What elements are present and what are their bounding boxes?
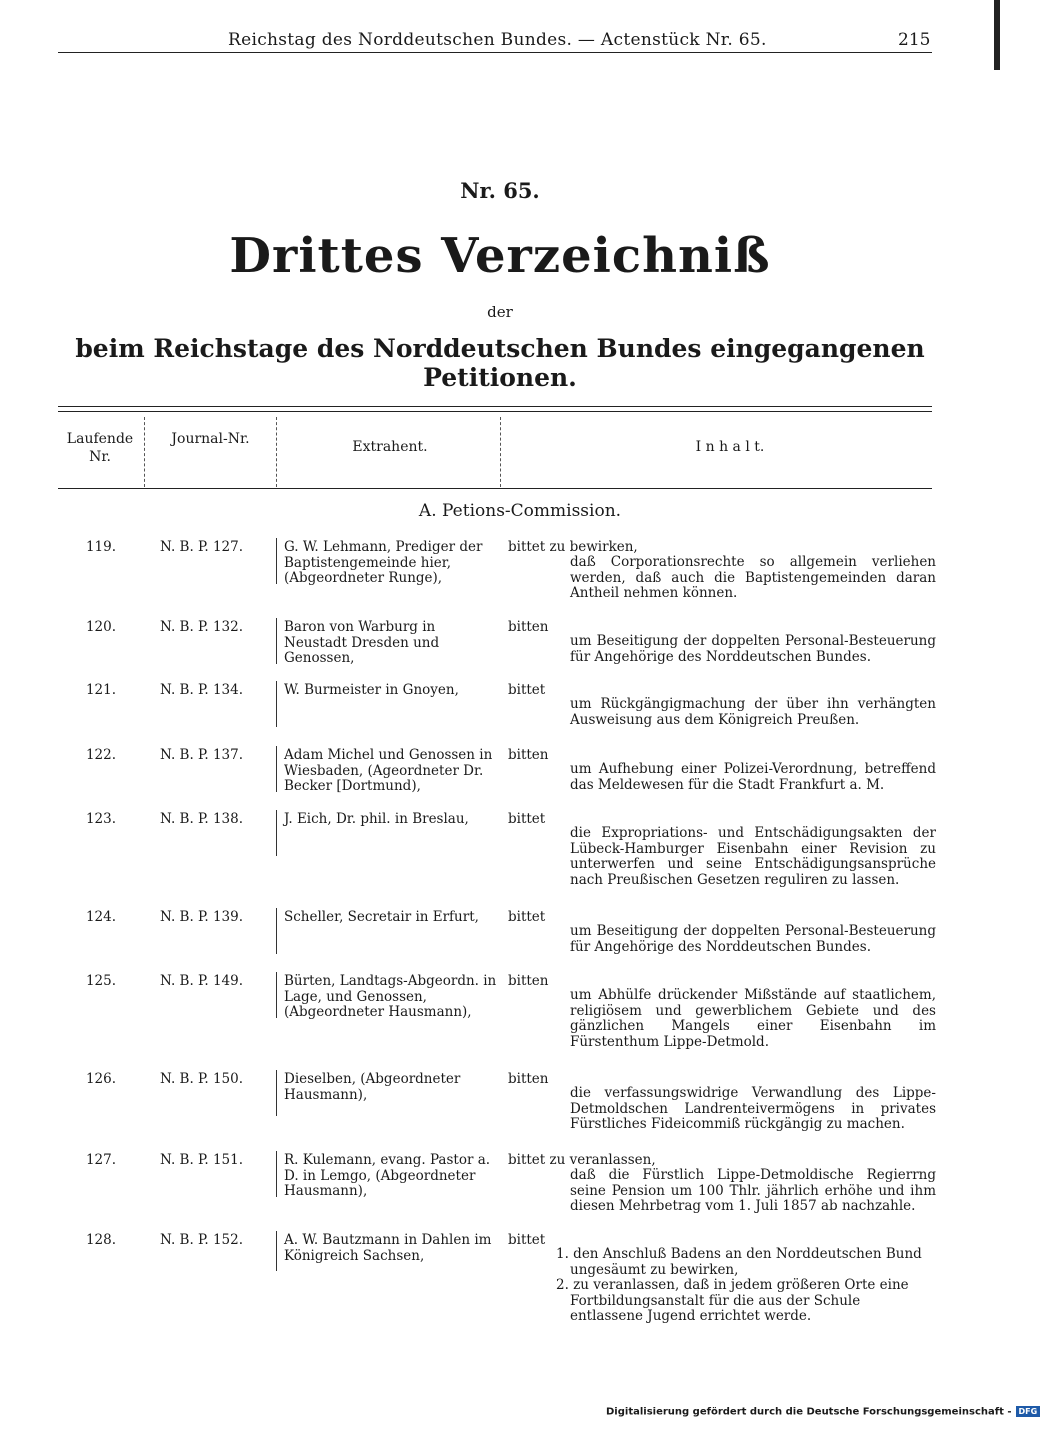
dfg-logo: DFG [1016, 1406, 1040, 1417]
petition-content: um Beseitigung der doppelten Personal-Besteuerung für Angehörige des Norddeutschen Bundes. [570, 633, 936, 665]
section-title: A. Petions-Commission. [418, 501, 622, 521]
petitioner: W. Burmeister in Gnoyen, [284, 682, 459, 698]
petition-content: daß Corporationsrechte so allgemein verliehen werden, daß auch die Baptistengemeinden daran Antheil nehmen können. [570, 554, 936, 601]
row-divider [276, 746, 277, 792]
row-divider [276, 681, 277, 727]
petitioner: Bürten, Landtags-Abgeordn. in Lage, und Genossen, (Abgeordneter Hausmann), [284, 973, 497, 1020]
journal-number: N. B. P. 127. [160, 539, 244, 555]
journal-number: N. B. P. 132. [160, 619, 244, 635]
petition-content: um Abhülfe drückender Mißstände auf staatlichem, religiösem und gewerblichem Gebiete und des gänzlichen Mangels einer Eisenbahn im Fürstenthum Lippe-Detmold. [570, 987, 936, 1050]
journal-number: N. B. P. 138. [160, 811, 244, 827]
request-verb: bittet zu bewirken, [508, 539, 638, 555]
row-divider [276, 1151, 277, 1197]
column-divider [500, 417, 501, 487]
journal-number: N. B. P. 149. [160, 973, 244, 989]
petitioner: Scheller, Secretair in Erfurt, [284, 909, 479, 925]
row-divider [276, 1231, 277, 1271]
petitioner: R. Kulemann, evang. Pastor a. D. in Lemgo, (Abgeordneter Hausmann), [284, 1152, 491, 1199]
column-header-inhalt: I n h a l t. [695, 439, 765, 455]
petitioner: Baron von Warburg in Neustadt Dresden und Genossen, [284, 619, 440, 666]
journal-number: N. B. P. 134. [160, 682, 244, 698]
document-title: Drittes Verzeichniß [229, 228, 771, 284]
journal-number: N. B. P. 150. [160, 1071, 244, 1087]
scan-edge-mark [994, 0, 1000, 70]
header-rule [58, 52, 932, 53]
row-number: 127. [85, 1152, 116, 1168]
journal-number: N. B. P. 151. [160, 1152, 244, 1168]
column-divider [144, 417, 145, 487]
journal-number: N. B. P. 139. [160, 909, 244, 925]
petition-content: daß die Fürstlich Lippe-Detmoldische Regierrng seine Pension um 100 Thlr. jährlich erhöhe und ihm diesen Mehrbetrag vom 1. Juli 1857 ab nachzahle. [570, 1167, 936, 1214]
row-divider [276, 908, 277, 954]
row-number: 120. [85, 619, 116, 635]
petitioner: G. W. Lehmann, Prediger der Baptistengemeinde hier, (Abgeordneter Runge), [284, 539, 483, 586]
running-header: Reichstag des Norddeutschen Bundes. — Actenstück Nr. 65. [228, 30, 767, 50]
column-header-extrahent: Extrahent. [352, 439, 428, 455]
row-divider [276, 538, 277, 584]
column-divider [276, 417, 277, 487]
petitioner: Adam Michel und Genossen in Wiesbaden, (Ageordneter Dr. Becker [Dortmund), [284, 747, 493, 794]
table-top-rule [58, 406, 932, 407]
row-number: 125. [85, 973, 116, 989]
title-connector: der [487, 303, 513, 321]
petitioner: Dieselben, (Abgeordneter Hausmann), [284, 1071, 461, 1103]
petition-content-item: 2. zu veranlassen, daß in jedem größeren Orte eine Fortbildungsanstalt für die aus der Schule entlassene Jugend errichtet werde. [556, 1277, 909, 1324]
footer-credit-text: Digitalisierung gefördert durch die Deutsche Forschungsgemeinschaft - [606, 1406, 1012, 1418]
petition-content-item: 1. den Anschluß Badens an den Norddeutschen Bund ungesäumt zu bewirken, [556, 1246, 922, 1278]
table-top-rule-thin [58, 411, 932, 412]
table-header-rule [58, 488, 932, 489]
request-verb: bittet [508, 811, 546, 827]
request-verb: bittet [508, 1232, 546, 1248]
document-number: Nr. 65. [460, 178, 540, 203]
row-divider [276, 1070, 277, 1116]
row-divider [276, 810, 277, 856]
row-divider [276, 972, 277, 1018]
petitioner: J. Eich, Dr. phil. in Breslau, [284, 811, 469, 827]
document-subtitle: beim Reichstage des Norddeutschen Bundes eingegangenen Petitionen. [75, 334, 925, 392]
petition-content: die Expropriations- und Entschädigungsakten der Lübeck-Hamburger Eisenbahn einer Revision zu unterwerfen und seine Entschädigungsansprüche nach Preußischen Gesetzen reguliren zu lassen. [570, 825, 936, 888]
request-verb: bittet zu veranlassen, [508, 1152, 656, 1168]
row-number: 123. [85, 811, 116, 827]
petition-content: um Rückgängigmachung der über ihn verhängten Ausweisung aus dem Königreich Preußen. [570, 696, 936, 728]
row-number: 121. [85, 682, 116, 698]
column-header-journal-nr: Journal-Nr. [171, 431, 250, 447]
request-verb: bittet [508, 909, 546, 925]
column-header-laufende-nr: Laufende Nr. [66, 431, 134, 465]
petition-content: die verfassungswidrige Verwandlung des Lippe-Detmoldschen Landrenteivermögens in privates Fürstliches Fideicommiß rückgängig zu machen. [570, 1085, 936, 1132]
journal-number: N. B. P. 137. [160, 747, 244, 763]
request-verb: bittet [508, 682, 546, 698]
footer-credit [606, 1406, 1040, 1418]
row-number: 126. [85, 1071, 116, 1087]
row-divider [276, 618, 277, 664]
row-number: 128. [85, 1232, 116, 1248]
petition-content: um Beseitigung der doppelten Personal-Besteuerung für Angehörige des Norddeutschen Bundes. [570, 923, 936, 955]
page-number: 215 [898, 30, 931, 50]
request-verb: bitten [508, 619, 549, 635]
row-number: 124. [85, 909, 116, 925]
row-number: 119. [85, 539, 116, 555]
petition-content: um Aufhebung einer Polizei-Verordnung, betreffend das Meldewesen für die Stadt Frankfurt a. M. [570, 761, 936, 793]
journal-number: N. B. P. 152. [160, 1232, 244, 1248]
request-verb: bitten [508, 1071, 549, 1087]
request-verb: bitten [508, 747, 549, 763]
row-number: 122. [85, 747, 116, 763]
request-verb: bitten [508, 973, 549, 989]
petitioner: A. W. Bautzmann in Dahlen im Königreich Sachsen, [284, 1232, 492, 1264]
petition-content [556, 1247, 936, 1325]
